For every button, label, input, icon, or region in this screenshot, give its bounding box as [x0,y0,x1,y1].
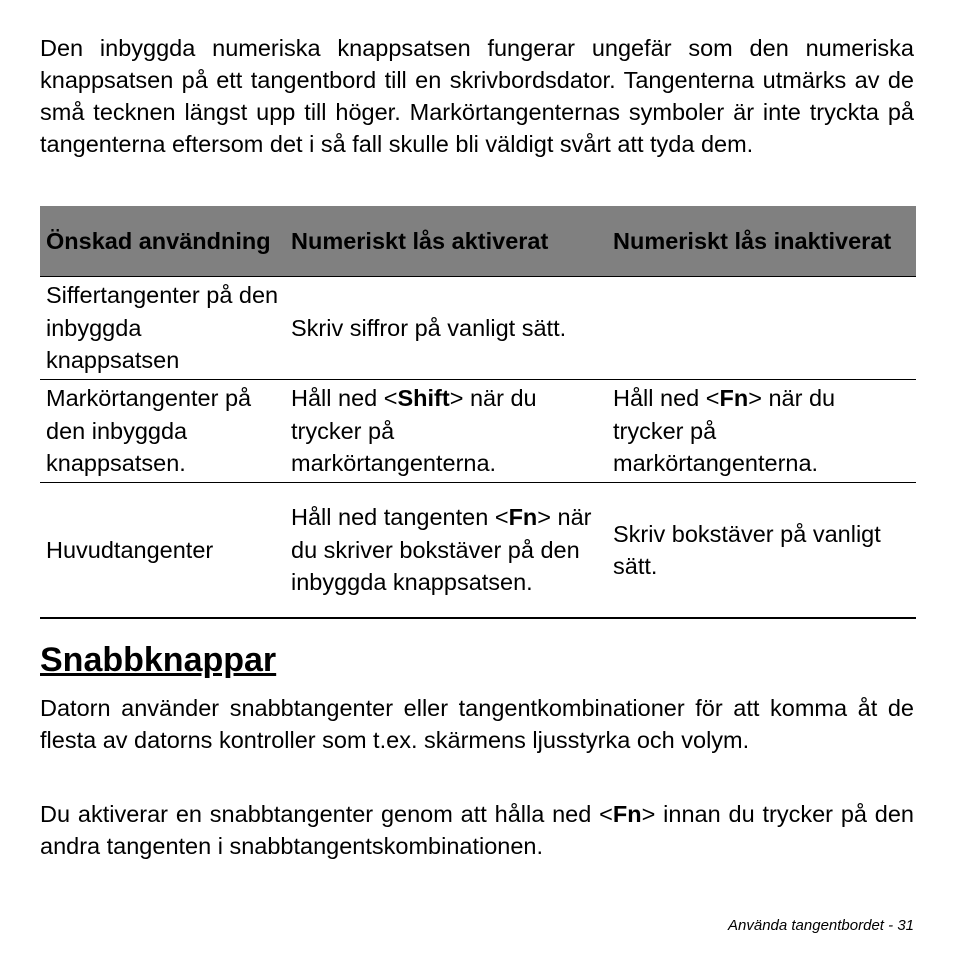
text-fragment: Håll ned tangenten < [291,504,509,531]
text-fragment: Håll ned < [613,385,720,412]
table-header-row [40,206,916,277]
cell-numlock-off: Skriv bokstäver på vanligt sätt. [607,483,916,619]
text-fragment: > när du trycker på markörtangenterna. [613,385,836,477]
table-row [40,483,916,619]
cell-numlock-off [607,277,916,380]
header-desired-use: Önskad användning [40,206,285,277]
header-numlock-on: Numeriskt lås aktiverat [285,206,607,277]
key-name: Fn [612,801,642,827]
key-name: Fn [719,385,749,412]
text-fragment: Håll ned < [291,385,398,412]
cell-use: Siffertangenter på den inbyggda knappsatsen [40,277,285,380]
key-name: Fn [508,504,538,531]
footer-separator: - [888,917,894,934]
key-name: Shift [397,385,450,412]
text-fragment: > när du skriver bokstäver på den inbyggda knappsatsen. [291,504,592,596]
fn-paragraph [40,798,914,862]
text-fragment: Du aktiverar en snabbtangenter genom att hålla ned < [40,801,613,827]
header-numlock-off: Numeriskt lås inaktiverat [607,206,916,277]
intro-paragraph: Den inbyggda numeriska knappsatsen fungerar ungefär som den numeriska knappsatsen på ett tangentbord till en skrivbordsdator. Tangenterna utmärks av de små tecknen längst upp till höger. Markörtangenternas symboler är inte tryckta på tangenterna eftersom det i så fall skulle bli väldigt svårt att tyda dem. [40,35,914,157]
cell-numlock-off [607,380,916,483]
cell-numlock-on [285,483,607,619]
section-heading: Snabbknappar [40,641,277,679]
page-footer [728,917,914,934]
cell-use: Markörtangenter på den inbyggda knappsatsen. [40,380,285,483]
numeric-keypad-table [40,206,916,619]
hotkeys-paragraph: Datorn använder snabbtangenter eller tangentkombinationer för att komma åt de flesta av datorns kontroller som t.ex. skärmens ljusstyrka och volym. [40,695,914,753]
cell-numlock-on: Skriv siffror på vanligt sätt. [285,277,607,380]
footer-section-title: Använda tangentbordet [728,917,884,934]
page-number: 31 [897,917,914,934]
text-fragment: > innan du trycker på den andra tangenten i snabbtangentskombinationen. [40,801,915,859]
table-row [40,277,916,380]
table-row [40,380,916,483]
text-fragment: > när du trycker på markörtangenterna. [291,385,537,477]
cell-numlock-on [285,380,607,483]
cell-use: Huvudtangenter [40,483,285,619]
